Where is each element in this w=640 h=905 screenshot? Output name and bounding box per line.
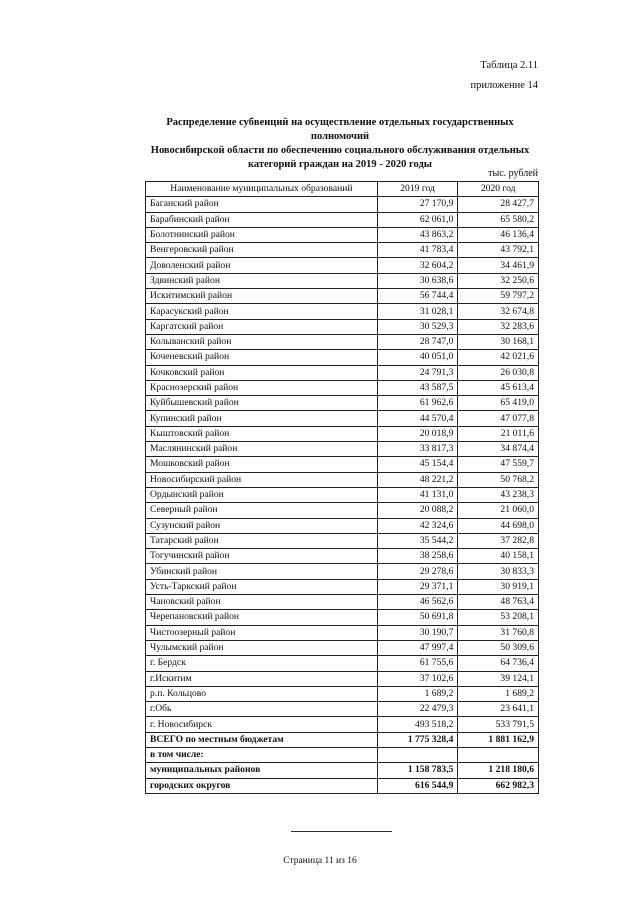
table-cell: 37 102,6 <box>377 671 458 686</box>
table-cell: 47 077,8 <box>458 411 539 426</box>
table-cell: Тогучинский район <box>146 549 378 564</box>
table-row <box>146 487 539 502</box>
table-cell: Болотнинский район <box>146 227 378 242</box>
table-cell: 48 763,4 <box>458 595 539 610</box>
table-row <box>146 503 539 518</box>
table-cell: 50 768,2 <box>458 472 539 487</box>
table-cell: 28 427,7 <box>458 197 539 212</box>
table-row <box>146 549 539 564</box>
table-cell: 34 461,9 <box>458 258 539 273</box>
table-row <box>146 227 539 242</box>
including-row <box>146 747 539 762</box>
table-cell: 40 158,1 <box>458 549 539 564</box>
table-cell: 32 283,6 <box>458 319 539 334</box>
table-row <box>146 702 539 717</box>
table-cell: 27 170,9 <box>377 197 458 212</box>
table-cell <box>377 747 458 762</box>
table-cell: 34 874,4 <box>458 442 539 457</box>
table-cell: 40 051,0 <box>377 350 458 365</box>
table-cell: Маслянинский район <box>146 442 378 457</box>
table-cell: Чулымский район <box>146 640 378 655</box>
table-cell: 29 278,6 <box>377 564 458 579</box>
table-cell: Татарский район <box>146 533 378 548</box>
table-cell: 35 544,2 <box>377 533 458 548</box>
table-cell: 45 613,4 <box>458 380 539 395</box>
table-cell: 44 570,4 <box>377 411 458 426</box>
table-cell: Сузунский район <box>146 518 378 533</box>
table-cell: Усть-Таркский район <box>146 579 378 594</box>
table-cell: Здвинский район <box>146 273 378 288</box>
table-row <box>146 258 539 273</box>
table-cell: 47 997,4 <box>377 640 458 655</box>
table-row <box>146 426 539 441</box>
table-row <box>146 686 539 701</box>
table-cell: Доволенский район <box>146 258 378 273</box>
table-cell: 32 604,2 <box>377 258 458 273</box>
table-row <box>146 579 539 594</box>
table-cell: Куйбышевский район <box>146 396 378 411</box>
title-line: Распределение субвенций на осуществление отдельных государственных полномочий <box>166 117 514 142</box>
table-cell: 28 747,0 <box>377 334 458 349</box>
table-row <box>146 212 539 227</box>
table-row <box>146 319 539 334</box>
page-number: Страница 11 из 16 <box>283 856 357 866</box>
table-cell: 21 060,0 <box>458 503 539 518</box>
table-cell: 30 190,7 <box>377 625 458 640</box>
table-cell: 42 021,6 <box>458 350 539 365</box>
table-cell: 50 309,6 <box>458 640 539 655</box>
table-cell: 33 817,3 <box>377 442 458 457</box>
table-cell: 30 919,1 <box>458 579 539 594</box>
table-cell: 1 689,2 <box>458 686 539 701</box>
table-cell: городских округов <box>146 778 378 793</box>
table-cell: Черепановский район <box>146 610 378 625</box>
table-cell: 53 208,1 <box>458 610 539 625</box>
document-title <box>140 116 540 172</box>
table-cell: Чистоозерный район <box>146 625 378 640</box>
table-row <box>146 472 539 487</box>
table-cell: 46 136,4 <box>458 227 539 242</box>
municipal-districts-row <box>146 763 539 778</box>
table-cell: Кочковский район <box>146 365 378 380</box>
table-cell: 30 529,3 <box>377 319 458 334</box>
table-row <box>146 365 539 380</box>
table-cell: Искитимский район <box>146 289 378 304</box>
table-cell: 533 791,5 <box>458 717 539 732</box>
table-cell: 47 559,7 <box>458 457 539 472</box>
table-cell: 662 982,3 <box>458 778 539 793</box>
table-cell: 41 783,4 <box>377 243 458 258</box>
table-row <box>146 350 539 365</box>
table-cell: г.Обь <box>146 702 378 717</box>
table-cell: 1 689,2 <box>377 686 458 701</box>
table-cell: 42 324,6 <box>377 518 458 533</box>
table-cell: Кыштовский район <box>146 426 378 441</box>
table-cell: 59 797,2 <box>458 289 539 304</box>
total-row <box>146 732 539 747</box>
table-cell: 20 018,9 <box>377 426 458 441</box>
column-header-name: Наименование муниципальных образований <box>146 182 378 197</box>
table-cell: Ордынский район <box>146 487 378 502</box>
table-cell <box>458 747 539 762</box>
footer-divider <box>291 831 392 832</box>
table-cell: Краснозерский район <box>146 380 378 395</box>
table-cell: 24 791,3 <box>377 365 458 380</box>
table-cell: 32 250,6 <box>458 273 539 288</box>
table-row <box>146 273 539 288</box>
table-cell: 31 028,1 <box>377 304 458 319</box>
table-row <box>146 334 539 349</box>
table-row <box>146 671 539 686</box>
table-row <box>146 289 539 304</box>
table-row <box>146 380 539 395</box>
title-line: Новосибирской области по обеспечению социального обслуживания отдельных <box>150 145 530 156</box>
table-cell: р.п. Кольцово <box>146 686 378 701</box>
table-row <box>146 457 539 472</box>
table-cell: 62 061,0 <box>377 212 458 227</box>
table-cell: 1 158 783,5 <box>377 763 458 778</box>
table-cell: 48 221,2 <box>377 472 458 487</box>
table-cell: Северный район <box>146 503 378 518</box>
table-cell: Баганский район <box>146 197 378 212</box>
table-cell: г. Новосибирск <box>146 717 378 732</box>
column-header-2019: 2019 год <box>377 182 458 197</box>
table-row <box>146 243 539 258</box>
table-cell: 22 479,3 <box>377 702 458 717</box>
table-cell: 30 168,1 <box>458 334 539 349</box>
table-cell: муниципальных районов <box>146 763 378 778</box>
table-cell: 43 238,3 <box>458 487 539 502</box>
table-cell: 20 088,2 <box>377 503 458 518</box>
table-number: Таблица 2.11 <box>480 60 538 71</box>
table-cell: 64 736,4 <box>458 656 539 671</box>
table-cell: 61 755,6 <box>377 656 458 671</box>
table-cell: Мошковский район <box>146 457 378 472</box>
table-row <box>146 640 539 655</box>
table-row <box>146 442 539 457</box>
table-row <box>146 396 539 411</box>
column-header-2020: 2020 год <box>458 182 539 197</box>
table-row <box>146 304 539 319</box>
table-row <box>146 518 539 533</box>
table-row <box>146 197 539 212</box>
table-cell: 23 641,1 <box>458 702 539 717</box>
table-cell: 43 587,5 <box>377 380 458 395</box>
table-cell: г.Искитим <box>146 671 378 686</box>
table-cell: Колыванский район <box>146 334 378 349</box>
table-row <box>146 717 539 732</box>
table-row <box>146 625 539 640</box>
table-cell: Каргатский район <box>146 319 378 334</box>
table-cell: Барабинский район <box>146 212 378 227</box>
table-cell: 65 580,2 <box>458 212 539 227</box>
table-row <box>146 595 539 610</box>
table-cell: 44 698,0 <box>458 518 539 533</box>
table-cell: 37 282,8 <box>458 533 539 548</box>
table-cell: 65 419,0 <box>458 396 539 411</box>
table-cell: 26 030,8 <box>458 365 539 380</box>
table-cell: 56 744,4 <box>377 289 458 304</box>
table-cell: 41 131,0 <box>377 487 458 502</box>
table-cell: 45 154,4 <box>377 457 458 472</box>
table-cell: 38 258,6 <box>377 549 458 564</box>
table-cell: ВСЕГО по местным бюджетам <box>146 732 378 747</box>
units-label: тыс. рублей <box>488 168 538 179</box>
table-cell: 61 962,6 <box>377 396 458 411</box>
title-line: категорий граждан на 2019 - 2020 годы <box>248 159 432 170</box>
table-cell: 1 775 328,4 <box>377 732 458 747</box>
table-body <box>146 197 539 794</box>
table-row <box>146 564 539 579</box>
table-cell: 30 833,3 <box>458 564 539 579</box>
table-cell: 29 371,1 <box>377 579 458 594</box>
table-header-row <box>146 182 539 197</box>
table-cell: 32 674,8 <box>458 304 539 319</box>
table-cell: 46 562,6 <box>377 595 458 610</box>
table-cell: Коченевский район <box>146 350 378 365</box>
table-cell: 1 881 162,9 <box>458 732 539 747</box>
table-cell: Венгеровский район <box>146 243 378 258</box>
table-row <box>146 533 539 548</box>
table-cell: 21 011,6 <box>458 426 539 441</box>
table-cell: Чановский район <box>146 595 378 610</box>
table-cell: 1 218 180,6 <box>458 763 539 778</box>
appendix-label: приложение 14 <box>470 80 538 91</box>
table-cell: 493 518,2 <box>377 717 458 732</box>
table-cell: 43 792,1 <box>458 243 539 258</box>
table-cell: 43 863,2 <box>377 227 458 242</box>
table-cell: Новосибирский район <box>146 472 378 487</box>
table-row <box>146 610 539 625</box>
table-cell: в том числе: <box>146 747 378 762</box>
table-cell: 30 638,6 <box>377 273 458 288</box>
subventions-table <box>145 181 539 794</box>
table-cell: 616 544,9 <box>377 778 458 793</box>
table-cell: 50 691,8 <box>377 610 458 625</box>
table-row <box>146 411 539 426</box>
table-cell: Купинский район <box>146 411 378 426</box>
table-cell: г. Бердск <box>146 656 378 671</box>
table-cell: 39 124,1 <box>458 671 539 686</box>
urban-districts-row <box>146 778 539 793</box>
table-cell: 31 760,8 <box>458 625 539 640</box>
table-cell: Убинский район <box>146 564 378 579</box>
table-cell: Карасукский район <box>146 304 378 319</box>
table-row <box>146 656 539 671</box>
